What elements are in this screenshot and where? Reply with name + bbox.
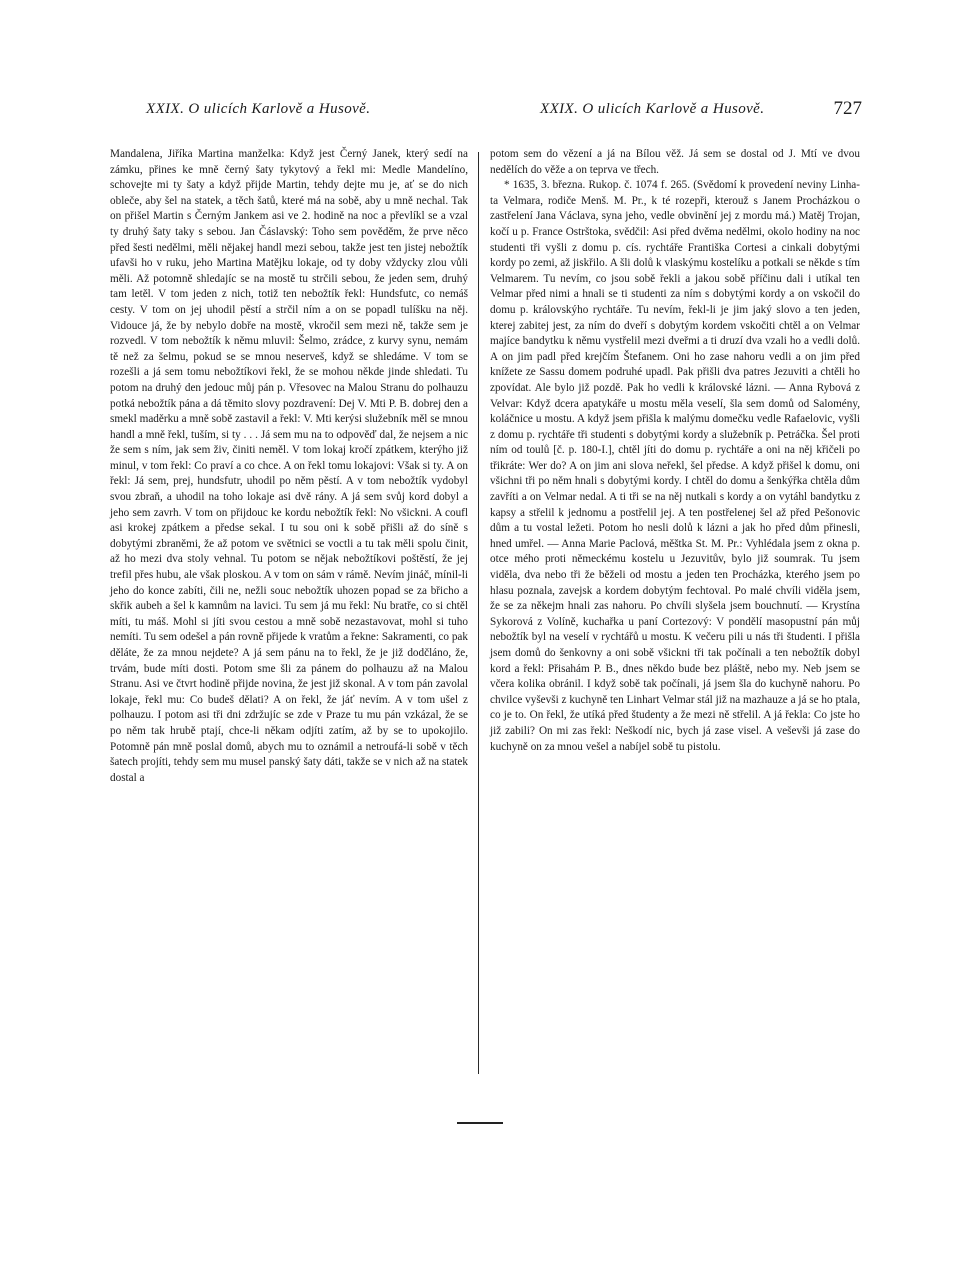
section-end-rule [457, 1122, 503, 1124]
running-header [110, 98, 862, 125]
right-column [490, 147, 860, 755]
right-paragraph-2: * 1635, 3. března. Rukop. č. 1074 f. 265. (Svědomí k provedení neviny Linha-ta Velmara, rodiče Menš. M. Pr., k té rozepři, kterouž s Janem Procházkou o zastřelení Jana Václava, syna jeho, vedle obvinění jej z mordu má.) Matěj Trojan, kočí u p. France Ostrštoka, svědčil: Asi před dvěma nedělmi, okolo hodiny na noc studenti tři vyšli z domu p. cís. rychtáře Františka Cortesi a cinkali dobytými kordy po zemi, až jiskřilo. A šli dolů k vlaskýmu kostelíku a potkali se někde s tím Velmarem. Tu nevím, co jsou sobě řekli a jakou sobě příčinu dali i utíkal ten Velmar před nimi a hnali se ti studenti za ním s dobytými kordy a on vskočil do domu p. královskýho rychtáře. Tu nevím, řekl-li je jim jaký slovo a ten jeden, kterej zabitej jest, za ním do dveří s dobytým kordem vskočiti chtěl a on Velmar majíce bandytku k němu vystřelil mezi dveřmi a ti druzí dva vzali ho a vedli dolů. A on jim padl před krejčím Štefanem. Oni ho zase nahoru vedli a on jim před knížete ze Sassu domem podruhé upadl. Pak přišli dva patres Jezuviti a chtěli ho zpovídat. Ale bylo již pozdě. Pak ho vedli k královské lázni. — Anna Rybová z Velvar: Když dcera apatykáře u mostu měla veselí, šla sem domů od Salomény, koláčnice u mostu. A když jsem přišla k malýmu domečku vedle Rafaelovic, vyšli z domu p. rychtáře tři studenti s dobytými kordy a služebník p. Petráčka. Šel proti ním od toulů [č. p. 180-I.], chtěl jíti do domu p. rychtáře a oni na něj křičeli po třikráte: Wer do? A on jim ani slova neřekl, šel předse. A když přišel k domu, oni všichni tři po něm hnali s dobytými kordy. I chtěl do domu a šenkýřka chtěla dům zavříti a on Velmar nedal. A ti tři se na něj nutkali s kordy a on vytáhl bandytku z kapsy a střelil k jednomu a postřelil jej. A ten postřelenej šel až před Pešonovic dům a tu vostal ležeti. Potom ho nesli dolů k lázni a jak ho před dům přinesli, hned umřel. — Anna Marie Paclová, měštka St. M. Pr.: Vyhlédala jsem z okna p. otce mého proti německému kostelu u Jezuvitův, bylo již soumrak. Tu jsem viděla, dva nebo tři že běželi od mostu a jeden ten Procházka, kterého jsem po hlasu poznala, zavejsk a kordem dobytým fechtoval. Po malé chvíli viděla jsem, že se za někejm hnali zas nahoru. Po chvíli slyšela jsem bouchnutí. — Krystína Sykorová z Volíně, kuchařka u paní Cortezový: V pondělí masopustní pán můj nebožtík byl na veselí v rychtářů u mostu. K večeru pili u nás tři študenti. I přišla jsem domů do šenkovny a oni sobě všickni tři tak počínali a ten nebožtík dobyl kord a řekl: Přisahám P. B., dnes někdo bude bez pláště, nebo my. Neb jsem se včera kolika obránil. I když sobě tak počínali, já jsem šla do kuchyně nahoru. Po chvilce vyševši z kuchyně ten Linhart Velmar stál již na mazhauze a já se ho ptala, co je to. On řekl, že utíká před študenty a že mezi ně střelil. A já řekla: Co jste ho již zabili? On mi zas řekl: Neškodí nic, bych já zase visel. A veševši já zase do kuchyně on za mnou vešel a nabíjel sobě tu pistolu. [490, 179, 860, 753]
running-title-right: XXIX. O ulicích Karlově a Husově. [540, 101, 765, 117]
right-paragraph-1: potom sem do vězení a já na Bílou věž. Já sem se dostal od J. Mtí ve dvou nedělích do věže a on teprva ve třech. [490, 148, 860, 176]
left-paragraph-1: Mandalena, Jiříka Martina manželka: Když jest Černý Janek, který sedí na zámku, přines ke mně černý šaty tykytový a řekl mi: Medle Mandelíno, schovejte mi ty šaty a když přijde Martin, tehdy dejte mu je, ať se do nich obleče, aby šel na statek, a těch šatů, které má na sobě, aby u mně nechal. Tak on přišel Martin s Černým Jankem asi ve 2. hodině na noc a převlíkl se a vzal ty druhý šaty taky s sebou. Jan Čáslavský: Toho sem pověděm, že prve něco před šesti nedělmi, měli nějakej handl mezi sebou, takže jest ten jistej nebožtík ufavši ho v ruku, jeho Martina Matějku lokaje, od ty doby vždycky zlou vůli měli. Až potomně shledajíc se na mostě tu strčili sebou, že jeden sem, druhý tam letěl. V tom jeden z nich, totiž ten nebožtík řekl: Hundsfutc, co nemáš cesty. V tom on jej uhodil pěstí a strčil ním a on se popadl tulíšku na něj. Vidouce já, že by nebylo dobře na mostě, vkročil sem mezi ně, takže sem je rozvedl. V tom nebožtík k němu mluvil: Šelmo, zrádce, z kurvy synu, nemám tě než za šelmu, pokud se se mnou neserveš, když se shledáme. V tom se rozešli a já sem tomu nebožtíkovi řekl, že se mohou někde jinde shledati. Tu potom na druhý den jedouc můj pán p. Vřesovec na Malou Stranu do polhauzu potká nebožtík pána a dá těmito slovy pozdravení: Dej V. Mti P. B. dobrej den a smekl maděrku a mně sobě zastavil a řekl: V. Mti kerýsi služebník měl se mnou handl a mně řekl, tuším, si ty . . . Já sem mu na to odpověď dal, že nejsem a nic že sem s ním, jak sem živ, činiti neměl. V tom lokaj kročí zpátkem, kterýho již minul, v tom řekl: Co praví a co chce. A on řekl tomu lokajovi: Však si ty. A on řekl: Já sem, prej, hundsfutr, uhodil po něm pěstí. A v tom nebožtík vydobyl svou zbraň, a uhodil na toho lokaje asi dvě rány. A já sem svůj kord dobyl a jeho sem zavrh. V tom on přijdouc ke kordu nebožtík řekl: No všickni. A coufl asi krokej zpátkem a předse sekal. I tu sou oni k sobě přišli až do síně s dobytými zbraněmi, že až potom ve světnici se voctli a tu tak měli spolu činit, až ho mezi dva stoly vehnal. Tu potom se nějak nebožtíkovi poštěstí, že jej trefil přes hubu, ale však ploskou. A v tom on sám v rámě. Nevím jináč, mínil-li jeho do konce zabíti, čili ne, nežli souc nebožtík uhozen popad se za břicho a skřik aubeh a šel k kamnům na lavici. Tu sem já mu řekl: Nu bratře, co si chtěl míti, tu máš. Mohl si jíti svou cestou a mně sobě nezastavovat, mohl si tuho nemíti. Tu sem odešel a pán rovně přijede k vratům a řekne: Sakramenti, co pak děláte, že za mnou nejdete? A já sem pánu na to řekl, že je již dodčláno, že, trvám, bude míti dosti. Potom sme šli za pánem do polhauzu až na Malou Stranu. Asi ve čtvrt hodině přijde novina, že jest již skonal. A v tom pán zavolal lokaje, řekl mu: Co budeš dělati? A on řekl, že jáť nevím. A v tom ušel z polhauzu. I potom asi tři dni zdržujíc se zde v Praze tu mu pán vzkázal, že se po něm tak hrubě ptají, chce-li někam odjíti zatím, až by se to upokojilo. Potomně pán mně poslal domů, abych mu to oznámil a netroufá-li sobě v těch šatech projíti, tehdy sem mu musel panský šaty dáti, takže se v nich až na statek dostal a [110, 148, 468, 784]
left-column [110, 147, 468, 786]
page-number: 727 [833, 98, 862, 119]
column-divider [478, 152, 479, 1074]
running-title-left: XXIX. O ulicích Karlově a Husově. [146, 101, 371, 117]
